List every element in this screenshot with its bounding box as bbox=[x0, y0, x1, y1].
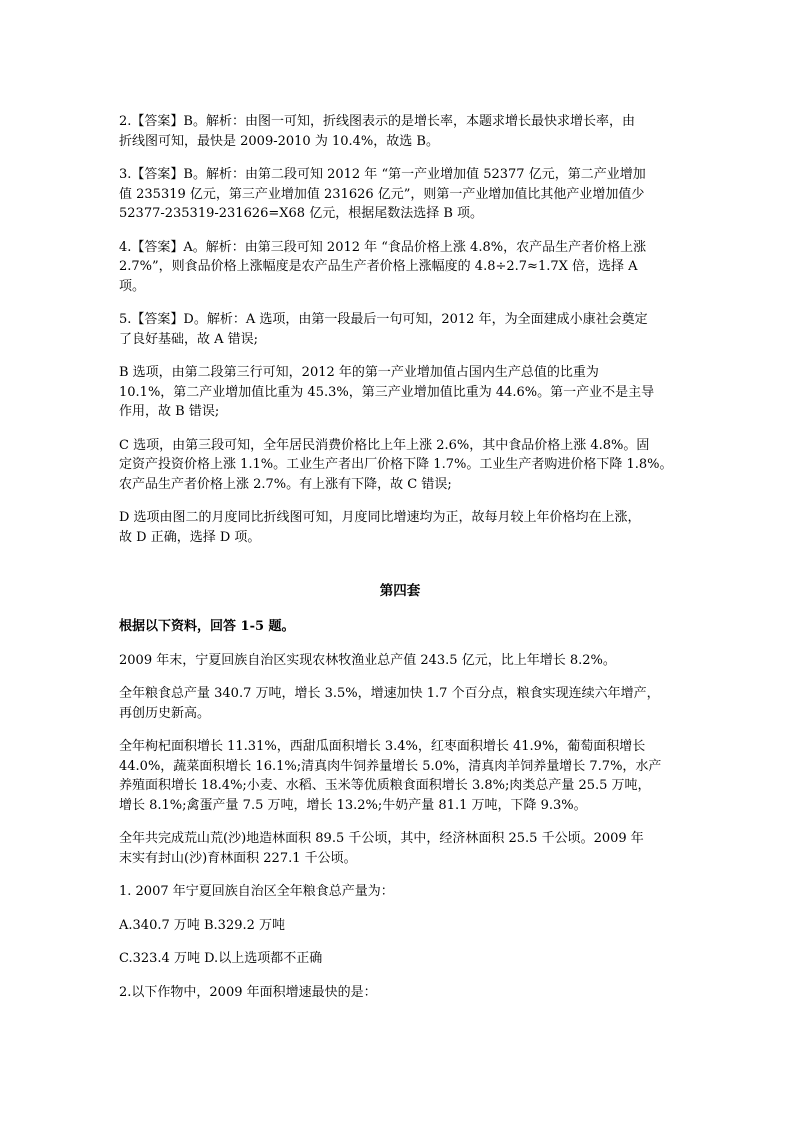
question-1-options-cd: C.323.4 万吨 D.以上选项都不正确 bbox=[119, 951, 323, 966]
answer-5-option-c: C 选项，由第三段可知，全年居民消费价格比上年上涨 2.6%，其中食品价格上涨 4.8%。固 定资产投资价格上涨 1.1%。工业生产者出厂价格下降 1.7%。工业生产者购进价格下降 1.8%。 农产品生产者价格上涨 2.7%。有上涨有下降，故 C 错误; bbox=[119, 437, 673, 492]
question-1: 1. 2007 年宁夏回族自治区全年粮食总产量为： bbox=[119, 884, 394, 899]
material-paragraph-3: 全年枸杞面积增长 11.31%，西甜瓜面积增长 3.4%，红枣面积增长 41.9%，葡萄面积增长 44.0%，蔬菜面积增长 16.1%;清真肉牛饲养量增长 5.0%，清真肉羊饲养量增长 7.7%，水产 养殖面积增长 18.4%;小麦、水稻、玉米等优质粮食面积增长 3.8%;肉类总产量 25.5 万吨， 增长 8.1%;禽蛋产量 7.5 万吨，增长 13.2%;牛奶产量 81.1 万吨，下降 9.3%。 bbox=[119, 739, 662, 813]
section-intro: 根据以下资料，回答 1-5 题。 bbox=[119, 619, 295, 634]
document-page bbox=[119, 112, 681, 1016]
answer-5-option-b: B 选项，由第二段第三行可知，2012 年的第一产业增加值占国内生产总值的比重为 10.1%，第二产业增加值比重为 45.3%，第三产业增加值比重为 44.6%。第一产业不是主导 作用，故 B 错误; bbox=[119, 365, 655, 419]
section-title: 第四套 bbox=[379, 583, 421, 599]
material-paragraph-2: 全年粮食总产量 340.7 万吨，增长 3.5%，增速加快 1.7 个百分点，粮食实现连续六年增产， 再创历史新高。 bbox=[119, 686, 660, 721]
answer-5-option-d: D 选项由图二的月度同比折线图可知，月度同比增速均为正，故每月较上年价格均在上涨， 故 D 正确，选择 D 项。 bbox=[119, 510, 641, 545]
question-2: 2.以下作物中，2009 年面积增速最快的是： bbox=[119, 984, 377, 1000]
answer-3: 3.【答案】B。解析：由第二段可知 2012 年 “第一产业增加值 52377 亿元，第二产业增加 值 235319 亿元，第三产业增加值 231626 亿元”，则第一产业增加值比其他产业增加值少 52377-235319-231626=X68 亿元，根据尾数法选择 B 项。 bbox=[119, 167, 646, 221]
question-1-options-ab: A.340.7 万吨 B.329.2 万吨 bbox=[119, 917, 286, 933]
answer-2: 2.【答案】B。解析：由图一可知，折线图表示的是增长率，本题求增长最快求增长率，由 折线图可知，最快是 2009-2010 为 10.4%，故选 B。 bbox=[119, 114, 635, 149]
material-paragraph-1: 2009 年末，宁夏回族自治区实现农林牧渔业总产值 243.5 亿元，比上年增长 8.2%。 bbox=[119, 652, 616, 668]
answer-4: 4.【答案】A。解析：由第三段可知 2012 年 “食品价格上涨 4.8%，农产品生产者价格上涨 2.7%”，则食品价格上涨幅度是农产品生产者价格上涨幅度的 4.8÷2.7≈1.7X 倍，选择 A 项。 bbox=[119, 239, 647, 294]
material-paragraph-4: 全年共完成荒山荒(沙)地造林面积 89.5 千公顷，其中，经济林面积 25.5 千公顷。2009 年 末实有封山(沙)育林面积 227.1 千公顷。 bbox=[119, 831, 644, 866]
answer-5: 5.【答案】D。解析：A 选项，由第一段最后一句可知，2012 年，为全面建成小康社会奠定 了良好基础，故 A 错误; bbox=[119, 312, 648, 347]
